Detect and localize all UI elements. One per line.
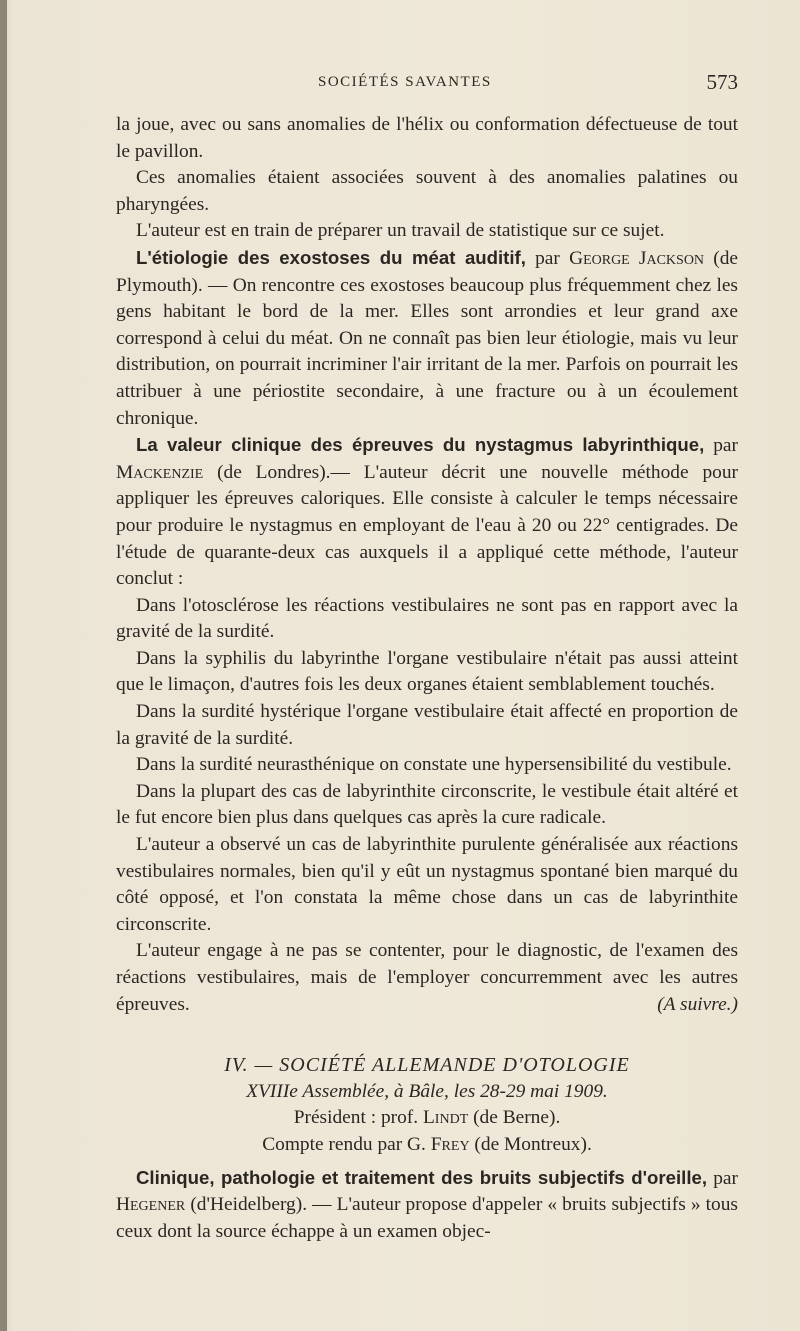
author-place: (de Plymouth). — <box>116 247 739 296</box>
page-header <box>118 72 738 96</box>
article-nystagmus <box>116 432 738 593</box>
paragraph: L'auteur a observé un cas de labyrinthite purulente généralisée aux réactions vestibulaires normales, bien qu'il y eût un nystagmus spontané bien marqué du côté opposé, et l'on constata la même chose dans un cas de labyrinthite circonscrite. <box>116 834 738 935</box>
author-name: Mackenzie <box>116 461 204 483</box>
author-place: (de Londres).— <box>203 461 364 483</box>
assembly-line: XVIIIe Assemblée, à Bâle, les 28-29 mai 1909. <box>246 1080 608 1102</box>
paragraph: la joue, avec ou sans anomalies de l'hélix ou conformation défectueuse de tout le pavillon. <box>116 114 738 162</box>
article-title: La valeur clinique des épreuves du nystagmus labyrinthique, <box>136 434 705 456</box>
president-place: (de Berne). <box>468 1107 561 1129</box>
paragraph: Dans la surdité hystérique l'organe vestibulaire était affecté en proportion de la gravité de la surdité. <box>116 701 738 749</box>
president-label: Président : prof. <box>293 1107 423 1129</box>
article-body: On rencontre ces exostoses beaucoup plus fréquemment chez les gens habitant le bord de la mer. Elles sont arrondies et leur grand axe correspond à celui du méat. On ne connaît pas bien leur étiologie, mais vu leur distribution, on pourrait incriminer l'air irritant de la mer. Parfois on pourrait les attribuer à une périostite secondaire, à une fracture ou à un écoulement chronique. <box>116 274 738 429</box>
running-title: SOCIÉTÉS SAVANTES <box>318 74 492 90</box>
page-edge <box>0 0 7 1331</box>
paragraph: Dans la plupart des cas de labyrinthite circonscrite, le vestibule était altéré et le fut encore bien plus dans quelques cas après la cure radicale. <box>116 780 738 829</box>
by-word: par <box>525 247 570 269</box>
paragraph-last <box>116 938 738 1018</box>
article-etiologie-exostoses <box>116 245 738 432</box>
article-bruits-subjectifs <box>116 1165 738 1246</box>
president-name: Lindt <box>422 1107 469 1129</box>
author-name: George Jackson <box>569 247 705 269</box>
page-number: 573 <box>706 70 738 94</box>
paragraph: Dans la surdité neurasthénique on constate une hypersensibilité du vestibule. <box>136 754 732 776</box>
section-gap <box>116 1018 738 1052</box>
report-line <box>116 1132 738 1159</box>
article-title: Clinique, pathologie et traitement des bruits subjectifs d'oreille, <box>136 1166 707 1188</box>
paragraph: Dans l'otosclérose les réactions vestibulaires ne sont pas en rapport avec la gravité de la surdité. <box>116 594 738 643</box>
article-body: L'auteur propose d'appeler « bruits subjectifs » tous ceux dont la source échappe à un examen objec- <box>116 1194 738 1242</box>
paragraph-text: L'auteur engage à ne pas se contenter, pour le diagnostic, de l'examen des réactions vestibulaires, mais de l'employer concurremment avec les autres épreuves. <box>116 940 738 1015</box>
report-label: Compte rendu par G. <box>262 1133 431 1155</box>
reporter-name: Frey <box>430 1133 470 1155</box>
by-word: par <box>707 1167 738 1189</box>
president-line <box>116 1105 738 1132</box>
author-place: (d'Heidelberg). — <box>185 1194 337 1216</box>
article-body: L'auteur décrit une nouvelle méthode pour appliquer les épreuves caloriques. Elle consiste à calculer le temps nécessaire pour produire le nystagmus en employant de l'eau à 20 ou 22° centigrades. De l'étude de quarante-deux cas auxquels il a appliqué cette méthode, l'auteur conclut : <box>116 461 738 590</box>
reporter-place: (de Montreux). <box>469 1133 592 1155</box>
author-name: Hegener <box>116 1194 186 1216</box>
article-title: L'étiologie des exostoses du méat auditif, <box>136 246 526 268</box>
paragraph: Dans la syphilis du labyrinthe l'organe vestibulaire n'était pas aussi atteint que le limaçon, d'autres fois les deux organes étaient semblablement touchés. <box>116 647 738 696</box>
text-column <box>116 112 738 1245</box>
paragraph: L'auteur est en train de préparer un travail de statistique sur ce sujet. <box>136 220 665 242</box>
a-suivre-note: (A suivre.) <box>657 993 738 1015</box>
section-heading: IV. — SOCIÉTÉ ALLEMANDE D'OTOLOGIE <box>224 1054 630 1077</box>
paragraph: Ces anomalies étaient associées souvent à des anomalies palatines ou pharyngées. <box>116 167 738 215</box>
by-word: par <box>704 435 738 457</box>
